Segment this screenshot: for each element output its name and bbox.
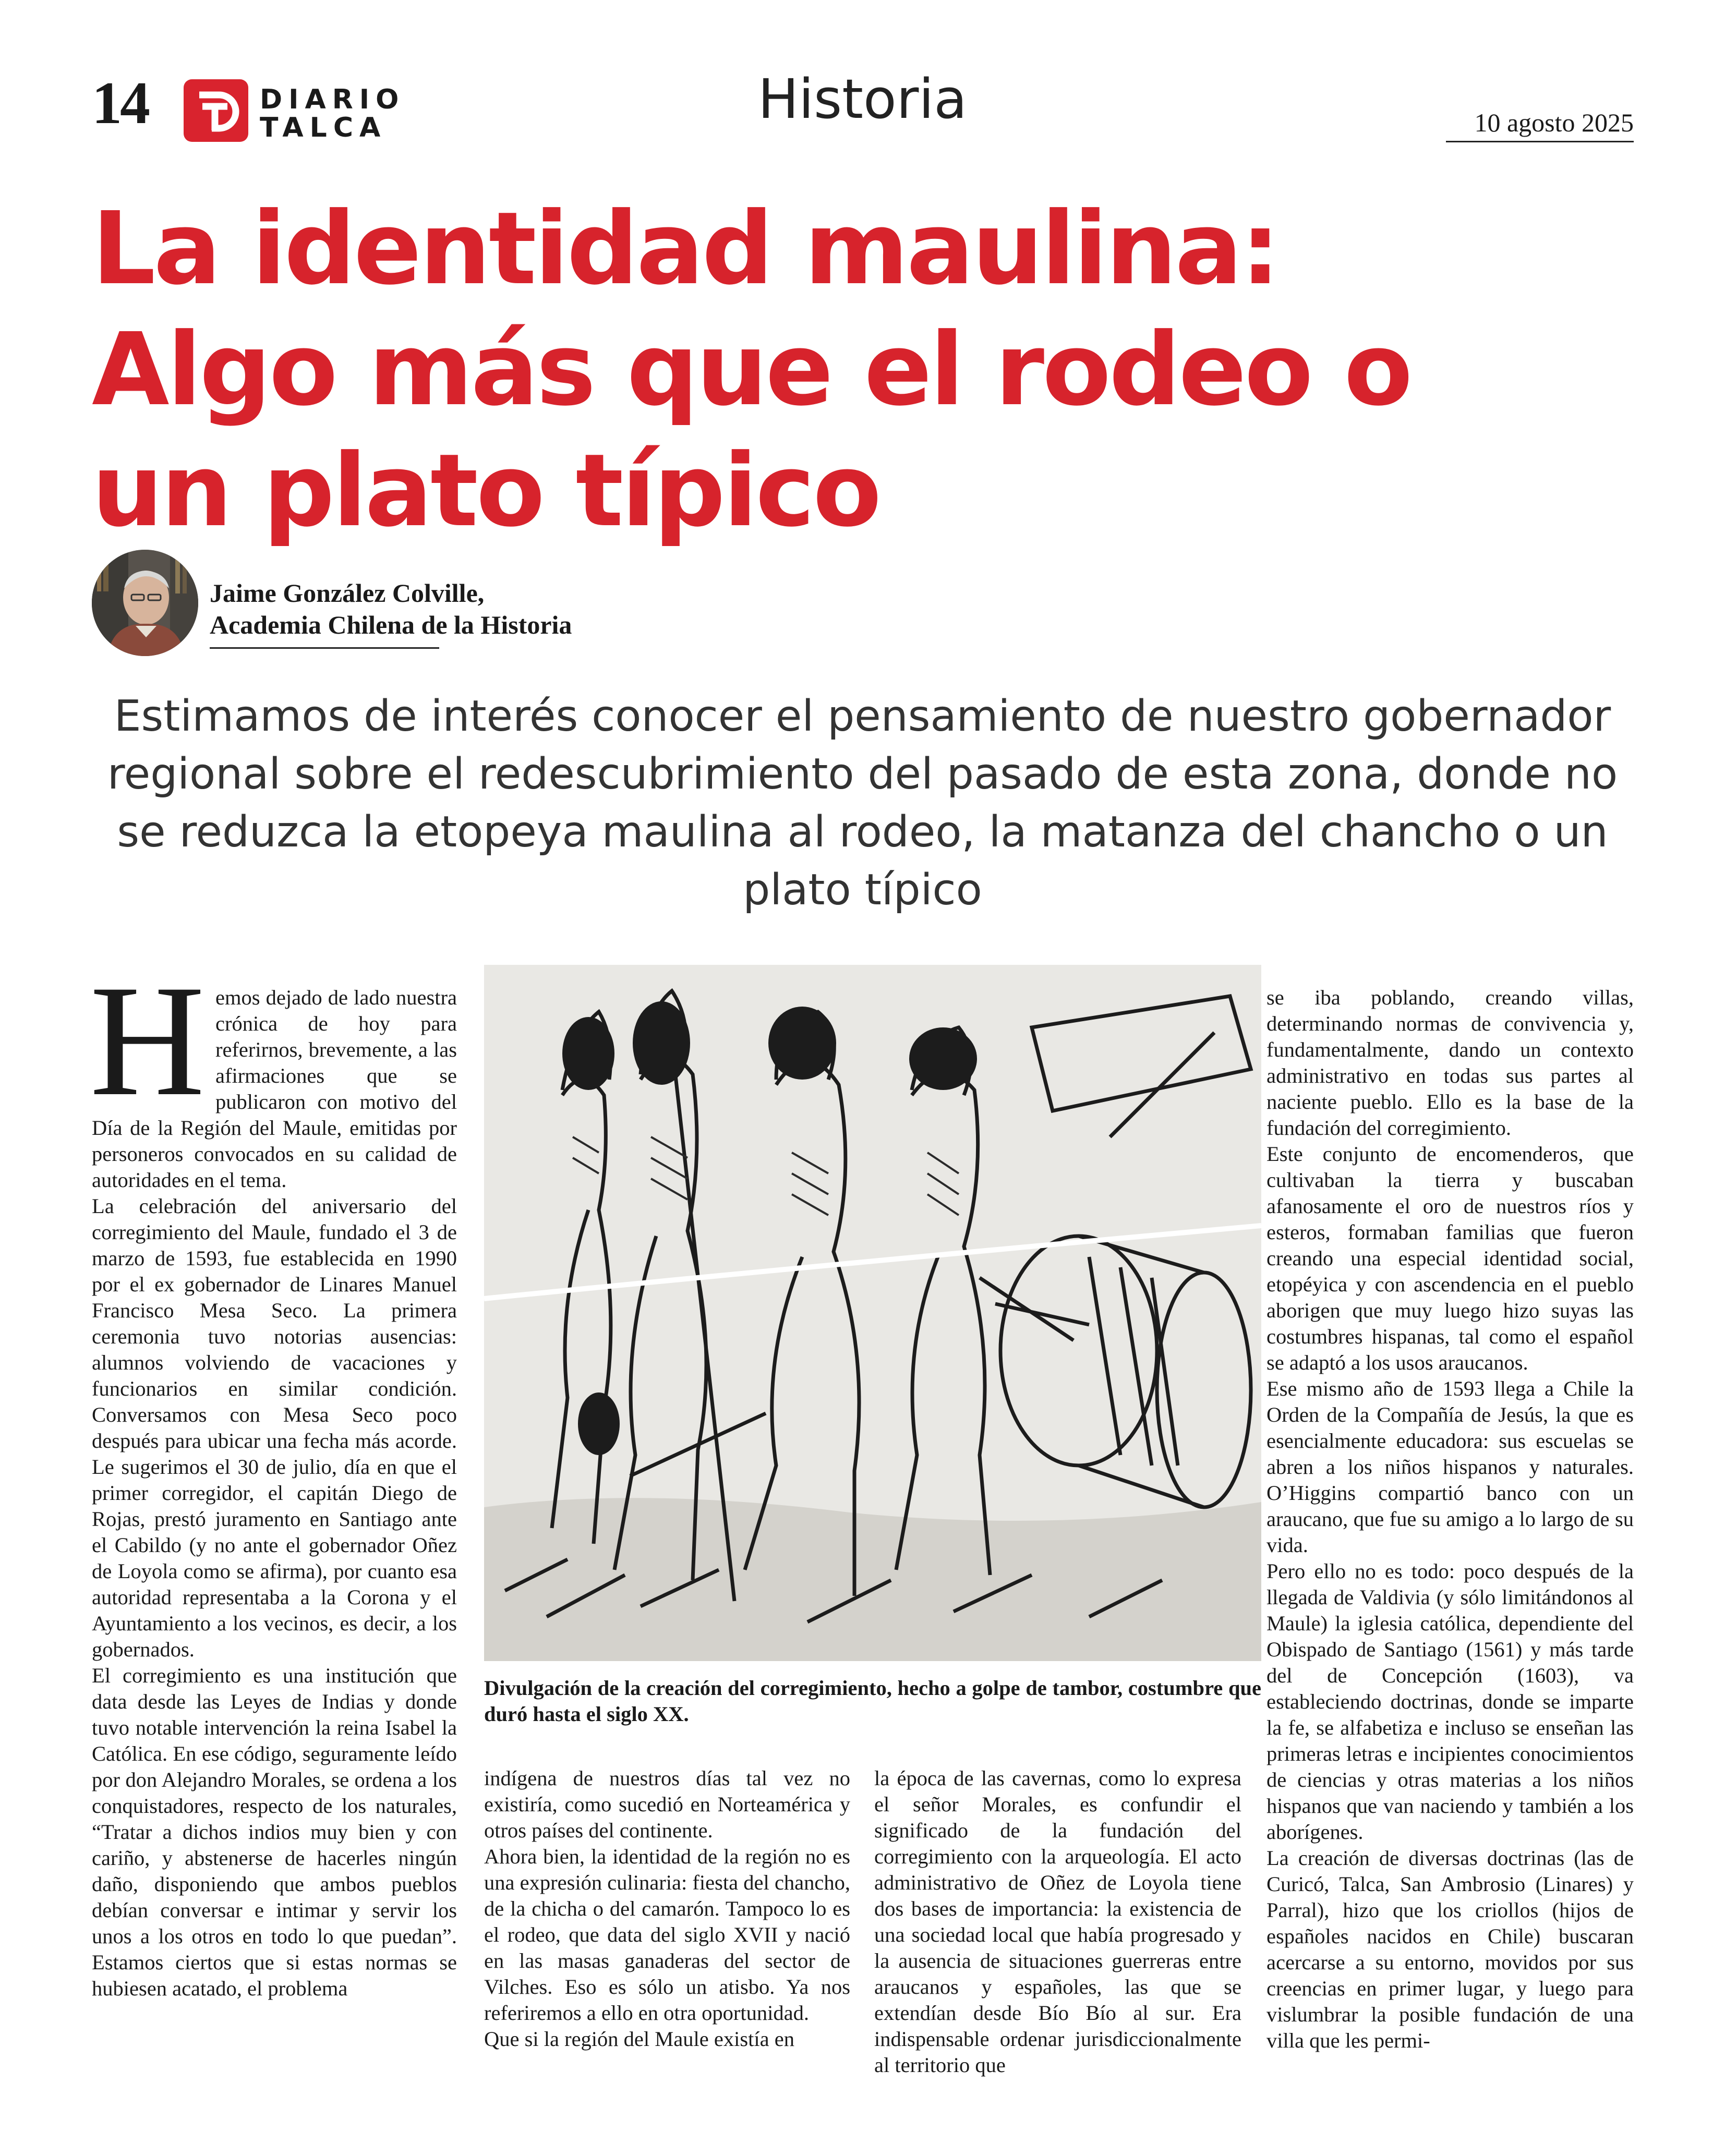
body-column-1 xyxy=(90,952,457,2002)
body-paragraph: emos dejado de lado nuestra crónica de hoy para referirnos, brevemente, a las afirmaciones que se publicaron con motivo del Día de la Región del Maule, emitidas por personeros convocados en su calidad de autoridades en el tema. xyxy=(92,986,457,1192)
body-paragraph: indígena de nuestros días tal vez no existiría, como sucedió en Norteamérica y otros países del continente. xyxy=(484,1766,850,1842)
author-organization: Academia Chilena de la Historia xyxy=(210,610,572,639)
body-paragraph: La celebración del aniversario del corregimiento del Maule, fundado el 3 de marzo de 1593, fue establecida en 1990 por el ex gobernador de Linares Manuel Francisco Mesa Seco. La primera ceremonia tuvo notorias ausencias: alumnos volviendo de vacaciones y funcionarios en similar condición. Conversamos con Mesa Seco poco después para ubicar una fecha más acorde. Le sugerimos el 30 de julio, día en que el primer corregidor, el capitán Diego de Rojas, prestó juramento en Santiago ante el Cabildo (y no ante el gobernador Oñez de Loyola como se afirma), por cuanto esa autoridad representaba a la Corona y el Ayuntamiento a los vecinos, es decir, a los gobernados. xyxy=(92,1194,457,1661)
body-paragraph: Ahora bien, la identidad de la región no es una expresión culinaria: fiesta del chancho, de la chicha o del camarón. Tampoco lo es el rodeo, que data del siglo XVII y nació en las masas ganaderas del sector de Vilches. Eso es sólo un atisbo. Ya nos referiremos a ello en otra oportunidad. xyxy=(484,1845,850,2025)
body-paragraph: Que si la región del Maule existía en xyxy=(484,2027,794,2051)
author-name: Jaime González Colville, xyxy=(210,578,485,608)
body-paragraph: se iba poblando, creando villas, determinando normas de convivencia y, fundamentalmente, dando un contexto administrativo en todas sus partes al naciente pueblo. Ello es la base de la fundación del corregimiento. xyxy=(1266,986,1634,1140)
issue-date: 10 agosto 2025 xyxy=(1474,108,1634,137)
image-caption: Divulgación de la creación del corregimiento, hecho a golpe de tambor, costumbre que duró hasta el siglo XX. xyxy=(484,1676,1261,1726)
page-number: 14 xyxy=(92,70,148,137)
section-title: Historia xyxy=(757,67,968,131)
body-paragraph: La creación de diversas doctrinas (las de Curicó, Talca, San Ambrosio (Linares) y Parral), hizo que los criollos (hijos de españoles nacidos en Chile) buscaran acercarse a su entorno, movidos por sus creencias en primer lugar, y luego para vislumbrar la posible fundación de una villa que les permi- xyxy=(1266,1846,1634,2052)
logo-word-talca: TALCA xyxy=(260,112,387,143)
body-paragraph: El corregimiento es una institución que data desde las Leyes de Indias y donde tuvo notable intervención la reina Isabel la Católica. En ese código, seguramente leído por don Alejandro Morales, se ordena a los conquistadores, respecto de los naturales, “Tratar a dichos indios muy bien y con cariño, y abstenerse de hacerles ningún daño, disponiendo que ambos pueblos debían conversar e intimar y servir los unos a los otros en todo lo que puedan”. Estamos ciertos que si estas normas se hubiesen acatado, el problema xyxy=(92,1664,457,2000)
historical-woodcut-illustration xyxy=(484,965,1261,1661)
author-photo xyxy=(92,550,198,656)
body-paragraph: Ese mismo año de 1593 llega a Chile la Orden de la Compañía de Jesús, la que es esencialmente educadora: sus escuelas se abren a los niños hispanos y naturales. O’Higgins compartió banco con un araucano, que fue su amigo a lo largo de su vida. xyxy=(1266,1377,1634,1557)
body-paragraph: Pero ello no es todo: poco después de la llegada de Valdivia (y sólo limitándonos al Maule) la iglesia católica, dependiente del Obispado de Santiago (1561) y más tarde del de Concepción (1603), va estableciendo doctrinas, donde se imparte la fe, se alfabetiza e incluso se enseñan las primeras letras e incipientes conocimientos de ciencias y otras materias a los niños hispanos que van naciendo y también a los aborígenes. xyxy=(1266,1559,1634,1844)
body-column-3 xyxy=(874,1765,1241,2078)
body-paragraph: la época de las cavernas, como lo expresa el señor Morales, es confundir el significado de la fundación del corregimiento con la arqueología. El acto administrativo de Oñez de Loyola tiene dos bases de importancia: la existencia de una sociedad local que había progresado y la ausencia de situaciones guerreras entre araucanos y españoles, las que se extendían desde Bío Bío al sur. Era indispensable ordenar jurisdiccionalmente al territorio que xyxy=(874,1766,1241,2077)
body-paragraph: Este conjunto de encomenderos, que cultivaban la tierra y buscaban afanosamente el oro de nuestros ríos y esteros, formaban familias que fueron creando una especial identidad social, etopéyica y con ascendencia en el pueblo aborigen que muy luego hizo suyas las costumbres hispanas, tal como el español se adaptó a los usos araucanos. xyxy=(1266,1142,1634,1374)
logo-word-diario: DIARIO xyxy=(260,84,405,115)
byline-divider xyxy=(210,647,439,649)
lead-paragraph: Estimamos de interés conocer el pensamiento de nuestro gobernador regional sobre el redescubrimiento del pasado de esta zona, donde no se reduzca la etopeya maulina al rodeo, la matanza del chancho o un plato típico xyxy=(107,692,1618,915)
drop-cap: H xyxy=(90,952,205,1129)
body-column-2 xyxy=(484,1765,850,2052)
body-column-4 xyxy=(1266,985,1634,2054)
headline: La identidad maulina: Algo más que el rodeo o un plato típico xyxy=(92,191,1411,549)
date-divider xyxy=(1446,141,1634,142)
